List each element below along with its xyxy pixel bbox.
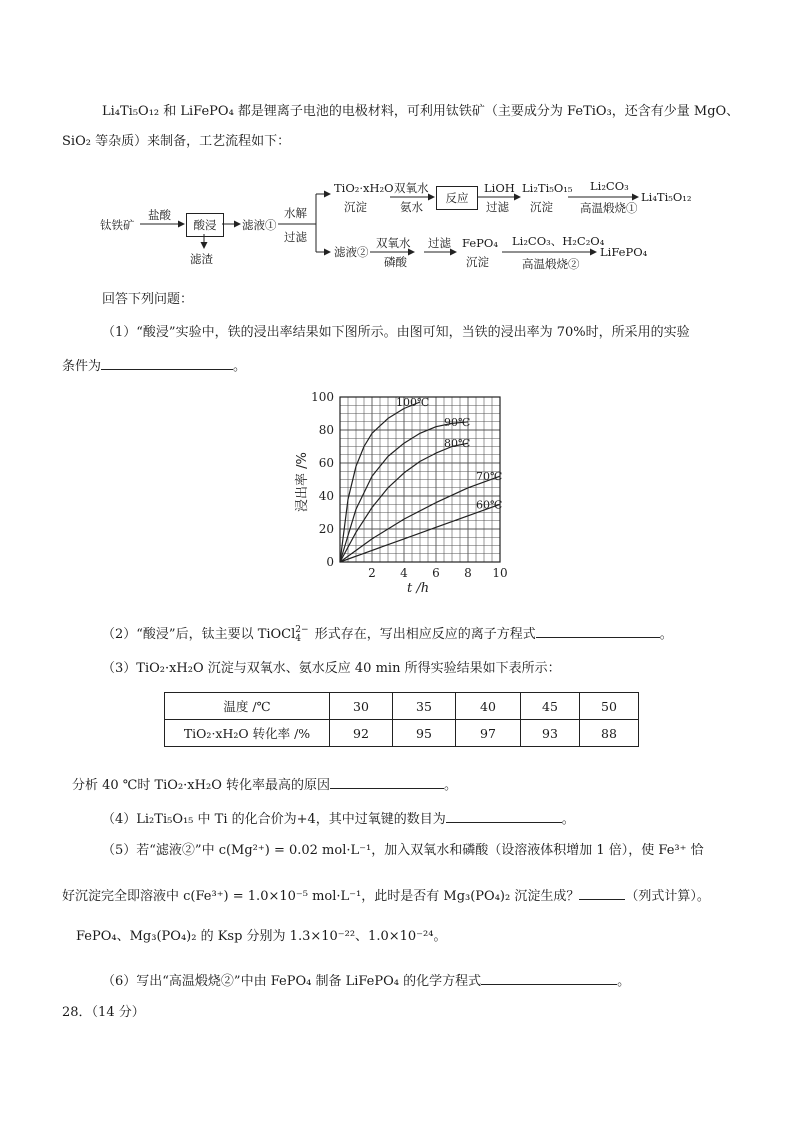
filter2-label: 过滤 xyxy=(428,236,451,250)
y-tick-label: 80 xyxy=(318,423,334,437)
series-label: 90℃ xyxy=(444,415,471,429)
q6-end: 。 xyxy=(617,974,631,989)
li2ti5o15-label: Li₂Ti₅O₁₅ xyxy=(522,181,573,195)
tio2-label: TiO₂·xH₂O xyxy=(334,181,394,195)
q1-prefix: 条件为 xyxy=(62,359,102,374)
li2co3-label: Li₂CO₃ xyxy=(590,179,629,193)
series-label: 80℃ xyxy=(444,437,471,451)
chart-y-axis-label: 浸出率 /% xyxy=(295,452,310,512)
table-cell: 93 xyxy=(521,720,580,747)
q5-answer-blank[interactable] xyxy=(579,885,625,900)
q4-end: 。 xyxy=(561,812,575,827)
filter-label: 过滤 xyxy=(486,200,509,214)
leach-box: 酸浸 xyxy=(186,213,224,237)
calcine2-label: 高温煅烧② xyxy=(522,257,580,271)
table-cell: 35 xyxy=(393,693,456,720)
lioh-label: LiOH xyxy=(484,181,515,195)
table-cell: 95 xyxy=(393,720,456,747)
product1-label: Li₄Ti₅O₁₂ xyxy=(641,190,692,204)
precip2-label: 沉淀 xyxy=(466,255,489,269)
question-28-heading: 28．（14 分） xyxy=(62,1005,145,1020)
answer-prompt: 回答下列问题： xyxy=(102,292,194,307)
y-tick-label: 20 xyxy=(318,522,334,536)
h2o2b-label: 双氧水 xyxy=(376,236,411,250)
table-cell: 40 xyxy=(456,693,521,720)
table-cell: 30 xyxy=(330,693,393,720)
product2-label: LiFePO₄ xyxy=(600,245,648,259)
q2-line xyxy=(102,623,673,644)
q3-analysis xyxy=(72,774,457,795)
table-header-rate: TiO₂·xH₂O 转化率 /% xyxy=(165,720,330,747)
table-row xyxy=(165,693,639,720)
q3-end: 。 xyxy=(443,778,457,793)
y-tick-label: 60 xyxy=(318,456,334,470)
y-tick-label: 100 xyxy=(311,390,334,404)
q3-analysis-text: 分析 40 ℃时 TiO₂·xH₂O 转化率最高的原因 xyxy=(72,778,330,793)
q1-end: 。 xyxy=(233,359,247,374)
y-tick-label: 0 xyxy=(326,555,334,569)
intro-line-2: SiO₂ 等杂质）来制备，工艺流程如下： xyxy=(62,134,291,149)
h2o2-label: 双氧水 xyxy=(394,181,429,195)
q4-line xyxy=(102,808,575,829)
precip-label: 沉淀 xyxy=(530,200,553,214)
ore-label: 钛铁矿 xyxy=(100,218,135,232)
q5-line-2 xyxy=(62,885,710,906)
x-tick-label: 6 xyxy=(432,566,440,580)
table-header-temp: 温度 /℃ xyxy=(165,693,330,720)
calcine1-label: 高温煅烧① xyxy=(580,201,638,215)
ammonia-label: 氨水 xyxy=(400,200,423,214)
table-cell: 50 xyxy=(580,693,639,720)
q5-text: 好沉淀完全即溶液中 c(Fe³⁺) = 1.0×10⁻⁵ mol·L⁻¹，此时是否有 Mg₃(PO₄)₂ 沉淀生成？ xyxy=(62,889,580,904)
table-row xyxy=(165,720,639,747)
filtration-label: 过滤 xyxy=(284,230,307,244)
q5-end: （列式计算）。 xyxy=(625,889,710,904)
q5-line-3: FePO₄、Mg₃(PO₄)₂ 的 Ksp 分别为 1.3×10⁻²²、1.0×10⁻²⁴。 xyxy=(76,929,447,944)
y-tick-label: 40 xyxy=(318,489,334,503)
table-cell: 92 xyxy=(330,720,393,747)
q6-text: （6）写出“高温煅烧②”中由 FePO₄ 制备 LiFePO₄ 的化学方程式 xyxy=(102,974,482,989)
conversion-rate-table xyxy=(164,692,639,747)
x-tick-label: 8 xyxy=(464,566,472,580)
q2-text-a: （2）“酸浸”后，钛主要以 TiOCl xyxy=(102,627,296,642)
x-tick-label: 10 xyxy=(492,566,508,580)
q2-text-b: 形式存在，写出相应反应的离子方程式 xyxy=(310,627,536,642)
table-cell: 97 xyxy=(456,720,521,747)
q2-end: 。 xyxy=(659,627,673,642)
q4-text: （4）Li₂Ti₅O₁₅ 中 Ti 的化合价为+4，其中过氧键的数目为 xyxy=(102,812,446,827)
process-flowchart xyxy=(0,0,800,280)
hydrolysis-label: 水解 xyxy=(284,206,307,220)
fepo4-label: FePO₄ xyxy=(462,236,498,250)
residue-label: 滤渣 xyxy=(190,252,213,266)
tio2-precip-label: 沉淀 xyxy=(344,200,367,214)
q2-ion-charge: 2− xyxy=(295,624,309,635)
q6-line xyxy=(102,970,630,991)
q2-ion-sub: 4 xyxy=(295,633,302,644)
q6-answer-blank[interactable] xyxy=(481,970,617,985)
q5-line-1: （5）若“滤液②”中 c(Mg²⁺) = 0.02 mol·L⁻¹，加入双氧水和磷酸（设溶液体积增加 1 倍），使 Fe³⁺ 恰 xyxy=(102,843,704,858)
series-label: 70℃ xyxy=(476,470,503,484)
x-tick-label: 2 xyxy=(368,566,376,580)
q1-line-2 xyxy=(62,355,246,376)
q3-line: （3）TiO₂·xH₂O 沉淀与双氧水、氨水反应 40 min 所得实验结果如下表所示： xyxy=(102,661,561,676)
q3-answer-blank[interactable] xyxy=(330,774,444,789)
filtrate2-label: 滤液② xyxy=(334,245,369,259)
table-cell: 88 xyxy=(580,720,639,747)
reagents2-label: Li₂CO₃、H₂C₂O₄ xyxy=(512,234,605,248)
q4-answer-blank[interactable] xyxy=(446,808,562,823)
hcl-label: 盐酸 xyxy=(148,208,171,222)
table-cell: 45 xyxy=(521,693,580,720)
react-box: 反应 xyxy=(436,186,478,210)
x-tick-label: 4 xyxy=(400,566,408,580)
q2-answer-blank[interactable] xyxy=(536,623,660,638)
series-label: 100℃ xyxy=(396,395,430,409)
q1-answer-blank[interactable] xyxy=(101,355,233,370)
intro-line-1: Li₄Ti₅O₁₂ 和 LiFePO₄ 都是锂离子电池的电极材料，可利用钛铁矿（主要成分为 FeTiO₃，还含有少量 MgO、 xyxy=(102,104,740,119)
filtrate1-label: 滤液① xyxy=(242,218,277,232)
q1-line-1: （1）“酸浸”实验中，铁的浸出率结果如下图所示。由图可知，当铁的浸出率为 70%时，所采用的实验 xyxy=(102,325,690,340)
leaching-rate-chart xyxy=(270,380,530,610)
series-label: 60℃ xyxy=(476,498,503,512)
chart-x-axis-label: t /h xyxy=(407,581,430,596)
h3po4-label: 磷酸 xyxy=(384,255,407,269)
